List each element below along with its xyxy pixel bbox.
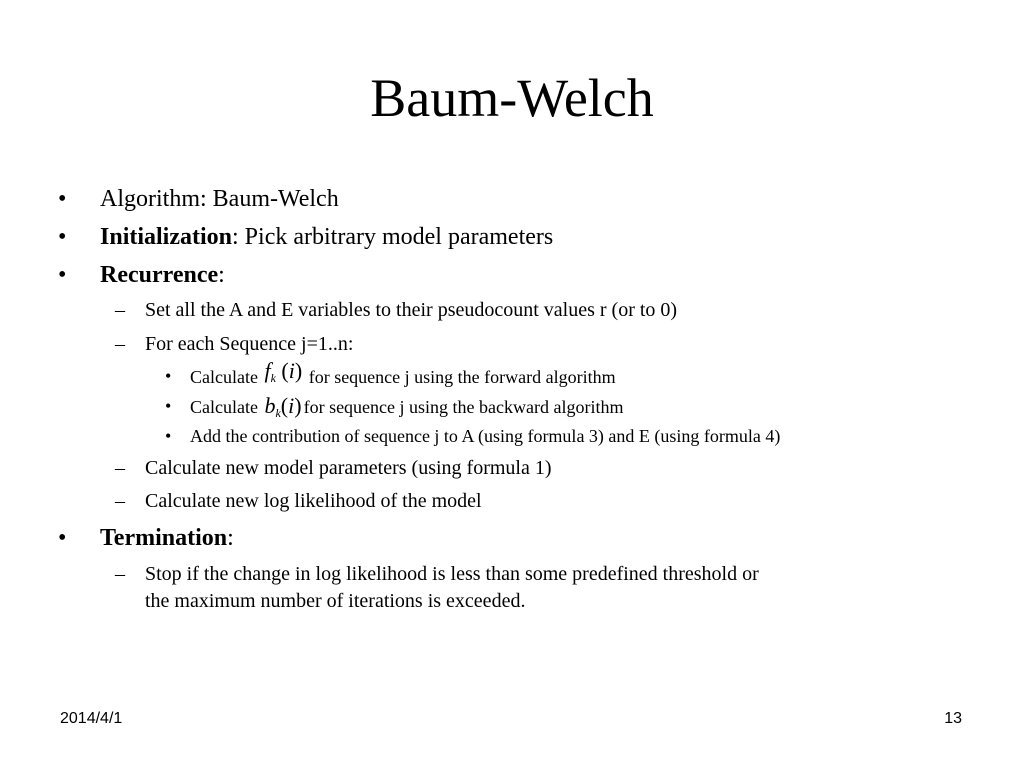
bk-symbol: b [264, 393, 276, 418]
sub-bullet-calc-loglik: Calculate new log likelihood of the model [145, 490, 482, 512]
bk-arg: i [288, 393, 295, 418]
calculate-label: Calculate [190, 397, 258, 417]
bullet-initialization [100, 222, 553, 252]
sub-bullet-stop-line1: Stop if the change in log likelihood is less than some predefined threshold or [145, 563, 759, 585]
bk-subscript: k [275, 406, 281, 420]
sub-bullet-for-each: For each Sequence j=1..n: [145, 333, 354, 355]
termination-text: : [227, 525, 234, 551]
bullet-recurrence [100, 260, 225, 290]
open-paren: ( [281, 358, 289, 383]
dash-icon: – [115, 333, 125, 355]
bullet-icon: • [58, 224, 67, 250]
bullet-icon: • [165, 396, 172, 416]
initialization-label: Initialization [100, 224, 233, 250]
dash-icon: – [115, 490, 125, 512]
dash-icon: – [115, 457, 125, 479]
close-paren: ) [294, 393, 302, 418]
bullet-icon: • [165, 426, 172, 446]
bullet-icon: • [165, 366, 172, 386]
dash-icon: – [115, 299, 125, 321]
sub-sub-bullet-calc-backward [190, 394, 623, 425]
sub-sub-bullet-add-contribution: Add the contribution of sequence j to A (using formula 3) and E (using formula 4) [190, 426, 781, 446]
sub-bullet-set-all: Set all the A and E variables to their pseudocount values r (or to 0) [145, 299, 678, 321]
close-paren: ) [294, 358, 303, 383]
bk-formula [264, 394, 301, 425]
fk-symbol: f [264, 358, 271, 383]
recurrence-text: : [218, 262, 225, 288]
bullet-icon: • [58, 525, 67, 551]
sub-sub-bullet-calc-forward [190, 358, 616, 395]
bullet-icon: • [58, 262, 67, 288]
termination-label: Termination [100, 525, 228, 551]
dash-icon: – [115, 563, 125, 585]
footer-date: 2014/4/1 [60, 710, 123, 727]
initialization-text: : Pick arbitrary model parameters [232, 224, 554, 250]
bullet-algorithm: Algorithm: Baum-Welch [100, 186, 339, 212]
bullet-icon: • [58, 186, 67, 212]
sub-bullet-stop-line2: the maximum number of iterations is exceeded. [145, 590, 526, 612]
forward-text: for sequence j using the forward algorithm [308, 367, 616, 387]
slide-title: Baum-Welch [370, 68, 654, 128]
fk-formula [264, 359, 302, 390]
bullet-termination [100, 523, 234, 553]
fk-subscript: k [270, 371, 276, 385]
open-paren: ( [280, 393, 289, 418]
sub-bullet-calc-params: Calculate new model parameters (using formula 1) [145, 457, 552, 479]
recurrence-label: Recurrence [100, 262, 219, 288]
calculate-label: Calculate [190, 367, 258, 387]
fk-arg: i [288, 358, 295, 383]
backward-text: for sequence j using the backward algorithm [303, 397, 624, 417]
footer-page-number: 13 [944, 710, 962, 727]
